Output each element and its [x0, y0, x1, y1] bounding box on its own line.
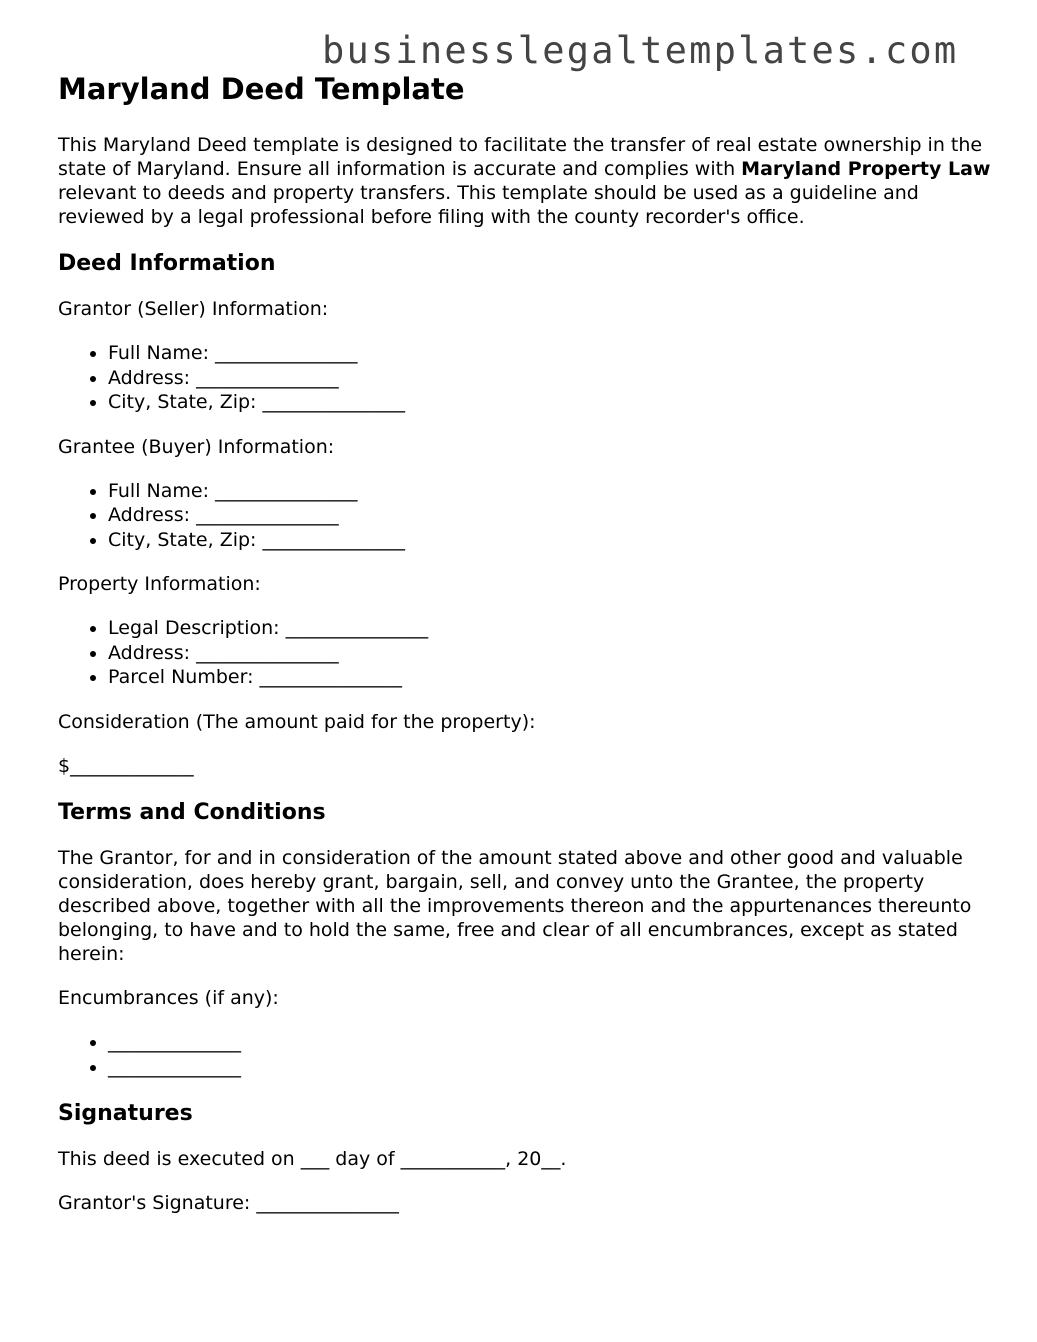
property-label: Property Information: [58, 573, 261, 596]
page-title: Maryland Deed Template [58, 72, 465, 106]
grantee-label: Grantee (Buyer) Information: [58, 435, 335, 458]
property-list [58, 616, 993, 690]
consideration-label: Consideration (The amount paid for the property): [58, 710, 536, 733]
list-item: • City, State, Zip: _______________ [108, 528, 993, 553]
encumbrances-list [58, 1030, 993, 1079]
list-item: • Full Name: _______________ [108, 341, 993, 366]
list-item: • Address: _______________ [108, 641, 993, 666]
intro-text-before: This Maryland Deed template is designed to facilitate the transfer of real estate ownership in the state of Maryland. Ensure all information is accurate and complies with [58, 133, 983, 180]
section-heading-signatures: Signatures [58, 1101, 193, 1127]
encumbrances-label: Encumbrances (if any): [58, 987, 279, 1010]
list-item: • Address: _______________ [108, 503, 993, 528]
grantor-label: Grantor (Seller) Information: [58, 298, 329, 321]
grantee-list [58, 479, 993, 553]
list-item: • City, State, Zip: _______________ [108, 390, 993, 415]
document-body [58, 72, 993, 1235]
terms-paragraph: The Grantor, for and in consideration of the amount stated above and other good and valuable consideration, does hereby grant, bargain, sell, and convey unto the Grantee, the property described above, together with all the improvements thereon and the appurtenances thereunto belonging, to have and to hold the same, free and clear of all encumbrances, except as stated herein: [58, 847, 972, 966]
execution-date-line: This deed is executed on ___ day of ___________, 20__. [58, 1148, 567, 1171]
section-heading-terms: Terms and Conditions [58, 799, 326, 825]
watermark: businesslegaltemplates.com [322, 29, 959, 72]
list-item: • Parcel Number: _______________ [108, 665, 993, 690]
intro-text-after: relevant to deeds and property transfers. This template should be used as a guideline and reviewed by a legal professional before filing with the county recorder's office. [58, 181, 919, 228]
list-item: • ______________ [108, 1055, 993, 1080]
grantor-list [58, 341, 993, 415]
section-heading-deed-information: Deed Information [58, 250, 276, 276]
intro-paragraph [58, 133, 993, 229]
list-item: • ______________ [108, 1030, 993, 1055]
list-item: • Address: _______________ [108, 366, 993, 391]
list-item: • Full Name: _______________ [108, 479, 993, 504]
grantor-signature-line: Grantor's Signature: _______________ [58, 1192, 399, 1215]
list-item: • Legal Description: _______________ [108, 616, 993, 641]
consideration-amount: $_____________ [58, 754, 194, 777]
intro-bold-text: Maryland Property Law [741, 157, 991, 180]
